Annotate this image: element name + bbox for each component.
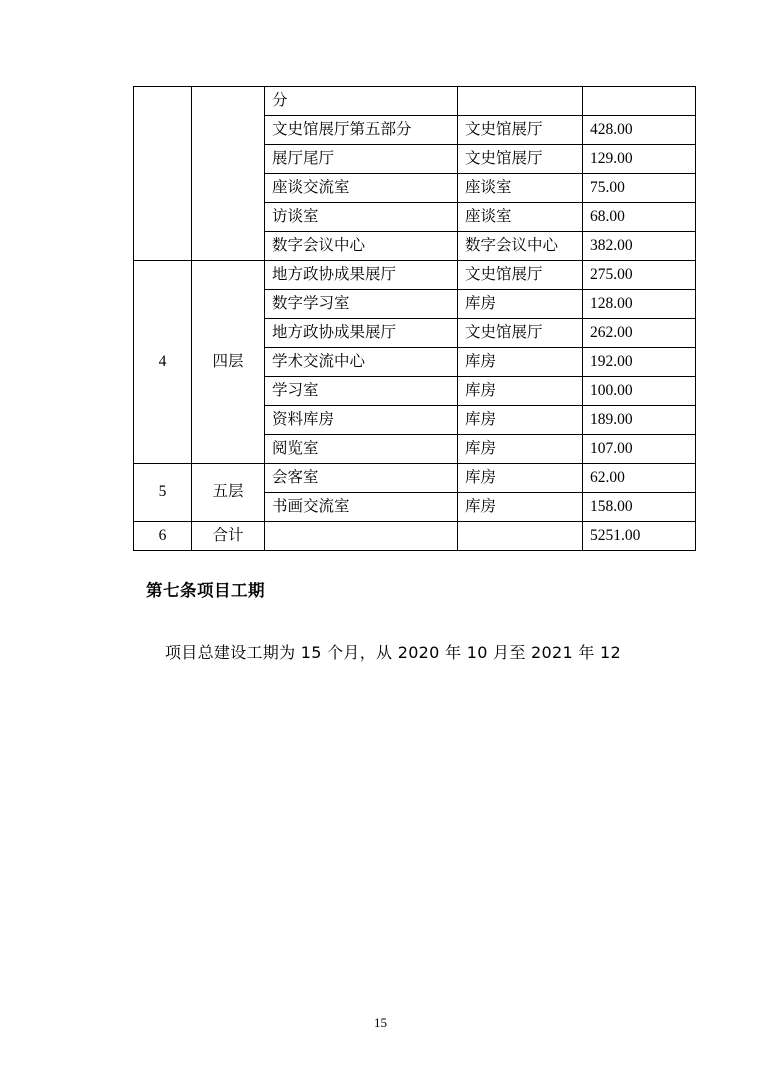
cell-room-name: 学习室 (265, 377, 458, 406)
cell-room-type: 库房 (458, 290, 583, 319)
table-body (134, 87, 696, 551)
cell-room-type: 库房 (458, 348, 583, 377)
cell-room-type: 文史馆展厅 (458, 319, 583, 348)
cell-room-name: 学术交流中心 (265, 348, 458, 377)
cell-room-name: 地方政协成果展厅 (265, 319, 458, 348)
cell-index: 4 (134, 261, 192, 464)
cell-room-type: 库房 (458, 377, 583, 406)
cell-area: 68.00 (583, 203, 696, 232)
cell-area: 382.00 (583, 232, 696, 261)
cell-index: 5 (134, 464, 192, 522)
cell-room-type: 座谈室 (458, 203, 583, 232)
cell-area: 192.00 (583, 348, 696, 377)
cell-area: 75.00 (583, 174, 696, 203)
page-content (133, 86, 641, 668)
cell-room-name: 数字会议中心 (265, 232, 458, 261)
cell-room-name: 座谈交流室 (265, 174, 458, 203)
cell-area-total: 5251.00 (583, 522, 696, 551)
cell-room-name: 分 (265, 87, 458, 116)
cell-room-name: 数字学习室 (265, 290, 458, 319)
cell-room-type (458, 87, 583, 116)
cell-area: 100.00 (583, 377, 696, 406)
cell-room-type: 文史馆展厅 (458, 145, 583, 174)
cell-room-name: 地方政协成果展厅 (265, 261, 458, 290)
cell-room-name: 书画交流室 (265, 493, 458, 522)
cell-floor: 五层 (192, 464, 265, 522)
table-row (134, 464, 696, 493)
cell-floor: 四层 (192, 261, 265, 464)
room-area-table (133, 86, 696, 551)
page-number: 15 (374, 1015, 387, 1030)
cell-room-name: 资料库房 (265, 406, 458, 435)
cell-area: 128.00 (583, 290, 696, 319)
cell-floor: 合计 (192, 522, 265, 551)
cell-index: 6 (134, 522, 192, 551)
cell-room-type: 库房 (458, 435, 583, 464)
cell-room-type: 库房 (458, 406, 583, 435)
cell-room-type: 库房 (458, 493, 583, 522)
cell-area: 189.00 (583, 406, 696, 435)
cell-room-name: 阅览室 (265, 435, 458, 464)
cell-room-type: 数字会议中心 (458, 232, 583, 261)
cell-room-type: 座谈室 (458, 174, 583, 203)
body-paragraph: 项目总建设工期为 15 个月，从 2020 年 10 月至 2021 年 12 (165, 643, 621, 662)
table-row-total (134, 522, 696, 551)
cell-room-type (458, 522, 583, 551)
cell-room-name: 文史馆展厅第五部分 (265, 116, 458, 145)
cell-area: 62.00 (583, 464, 696, 493)
table-row (134, 87, 696, 116)
cell-floor (192, 87, 265, 261)
cell-area: 428.00 (583, 116, 696, 145)
cell-room-type: 文史馆展厅 (458, 116, 583, 145)
cell-area: 107.00 (583, 435, 696, 464)
cell-area (583, 87, 696, 116)
table-row (134, 261, 696, 290)
section-heading: 第七条项目工期 (146, 581, 265, 600)
cell-room-type: 文史馆展厅 (458, 261, 583, 290)
cell-area: 158.00 (583, 493, 696, 522)
cell-room-name (265, 522, 458, 551)
cell-area: 129.00 (583, 145, 696, 174)
cell-index (134, 87, 192, 261)
cell-room-name: 访谈室 (265, 203, 458, 232)
cell-room-name: 展厅尾厅 (265, 145, 458, 174)
cell-area: 275.00 (583, 261, 696, 290)
cell-area: 262.00 (583, 319, 696, 348)
cell-room-name: 会客室 (265, 464, 458, 493)
cell-room-type: 库房 (458, 464, 583, 493)
